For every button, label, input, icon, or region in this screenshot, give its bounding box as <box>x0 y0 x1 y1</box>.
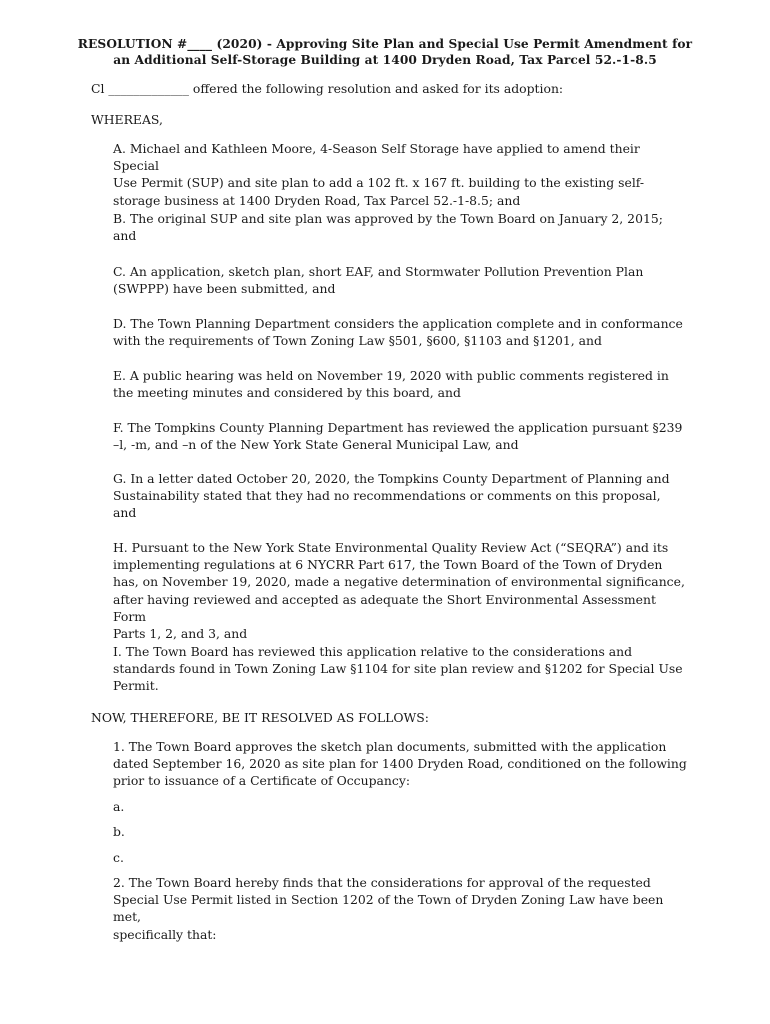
item-line: after having reviewed and accepted as adequate the Short Environmental Assessment Form <box>113 591 656 624</box>
item-line: (SWPPP) have been submitted, and <box>113 281 336 297</box>
item-line: Use Permit (SUP) and site plan to add a 102 ft. x 167 ft. building to the existing self- <box>113 175 645 191</box>
item-line: Permit. <box>113 678 159 694</box>
item-line: 1. The Town Board approves the sketch plan documents, submitted with the application <box>113 739 667 754</box>
item-line: standards found in Town Zoning Law §1104 for site plan review and §1202 for Special Use <box>113 661 683 677</box>
item-line: Parts 1, 2, and 3, and <box>113 626 248 642</box>
item-line: the meeting minutes and considered by this board, and <box>113 385 461 401</box>
item-line: D. The Town Planning Department considers the application complete and in conformance <box>113 316 683 331</box>
whereas-item-h <box>113 539 688 642</box>
whereas-item-a <box>113 140 688 209</box>
item-line: storage business at 1400 Dryden Road, Tax Parcel 52.-1-8.5; and <box>113 192 521 208</box>
item-line: and <box>113 228 137 244</box>
resolution-title <box>60 36 710 68</box>
offered-line: Cl _____________ offered the following resolution and asked for its adoption: <box>91 81 564 96</box>
item-line: with the requirements of Town Zoning Law §501, §600, §1103 and §1201, and <box>113 333 602 349</box>
item-line: E. A public hearing was held on November 19, 2020 with public comments registered in <box>113 368 669 383</box>
item-line: H. Pursuant to the New York State Environmental Quality Review Act (“SEQRA”) and its <box>113 540 669 555</box>
whereas-item-i <box>113 643 688 695</box>
item-line: implementing regulations at 6 NYCRR Part 617, the Town Board of the Town of Dryden <box>113 557 663 573</box>
whereas-item-b <box>113 210 688 244</box>
resolved-item-2 <box>113 874 688 943</box>
item-line: I. The Town Board has reviewed this application relative to the considerations and <box>113 644 633 659</box>
whereas-item-d <box>113 315 688 349</box>
sub-item-a: a. <box>113 799 125 814</box>
item-line: G. In a letter dated October 20, 2020, the Tompkins County Department of Planning and <box>113 471 670 486</box>
sub-item-b: b. <box>113 824 125 839</box>
item-line: has, on November 19, 2020, made a negative determination of environmental significance, <box>113 574 685 590</box>
whereas-item-g <box>113 470 688 522</box>
resolved-item-1 <box>113 738 688 790</box>
item-line: 2. The Town Board hereby finds that the considerations for approval of the requested <box>113 875 651 890</box>
title-line-2: an Additional Self-Storage Building at 1400 Dryden Road, Tax Parcel 52.-1-8.5 <box>113 53 657 67</box>
whereas-item-e <box>113 367 688 401</box>
item-line: specifically that: <box>113 926 217 942</box>
sub-item-c: c. <box>113 850 124 865</box>
item-line: Sustainability stated that they had no recommendations or comments on this proposal, <box>113 488 661 504</box>
item-line: F. The Tompkins County Planning Department has reviewed the application pursuant §239 <box>113 420 683 435</box>
whereas-heading: WHEREAS, <box>91 112 163 127</box>
item-line: dated September 16, 2020 as site plan for 1400 Dryden Road, conditioned on the following <box>113 756 687 772</box>
whereas-item-c <box>113 263 688 297</box>
item-line: C. An application, sketch plan, short EAF, and Stormwater Pollution Prevention Plan <box>113 264 644 279</box>
item-line: A. Michael and Kathleen Moore, 4-Season Self Storage have applied to amend their Special <box>113 141 640 174</box>
item-line: prior to issuance of a Certificate of Occupancy: <box>113 773 411 789</box>
title-line-1: RESOLUTION #____ (2020) - Approving Site Plan and Special Use Permit Amendment for <box>77 37 693 51</box>
item-line: B. The original SUP and site plan was approved by the Town Board on January 2, 2015; <box>113 211 663 226</box>
item-line: and <box>113 505 137 521</box>
resolved-heading: NOW, THEREFORE, BE IT RESOLVED AS FOLLOWS: <box>91 710 429 725</box>
whereas-item-f <box>113 419 688 453</box>
item-line: –l, -m, and –n of the New York State General Municipal Law, and <box>113 437 519 453</box>
item-line: Special Use Permit listed in Section 1202 of the Town of Dryden Zoning Law have been met, <box>113 892 664 925</box>
